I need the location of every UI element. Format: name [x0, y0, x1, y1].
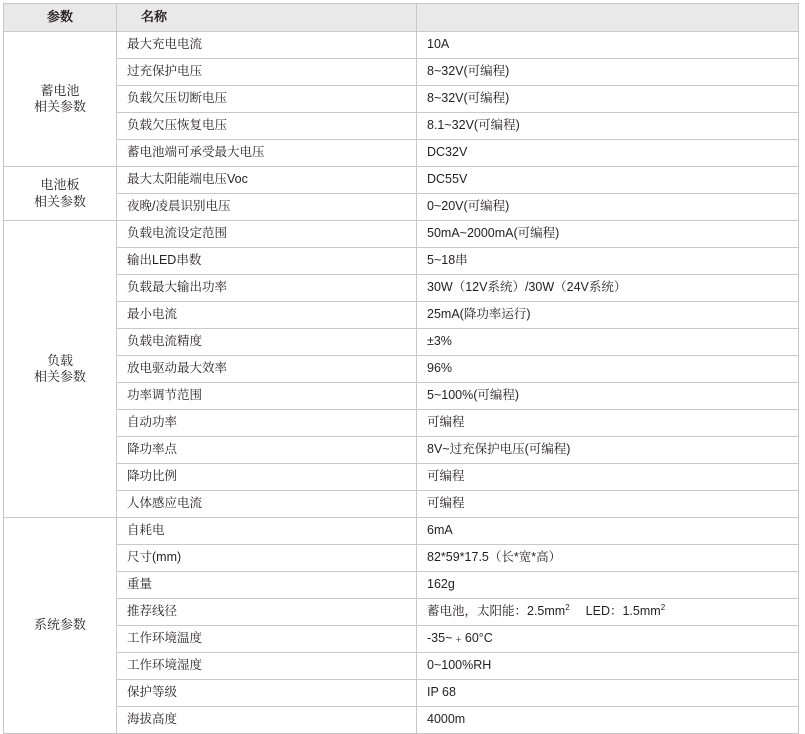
table-row — [4, 464, 799, 491]
row-item-value: -35~﹢60°C — [417, 626, 799, 653]
row-item-value: 25mA(降功率运行) — [417, 302, 799, 329]
table-row — [4, 410, 799, 437]
row-item-name: 海拔高度 — [117, 707, 417, 734]
row-item-name: 工作环境温度 — [117, 626, 417, 653]
table-row — [4, 302, 799, 329]
row-item-name: 自动功率 — [117, 410, 417, 437]
column-header-parameter: 参数 — [4, 4, 117, 32]
table-row — [4, 329, 799, 356]
row-item-name: 推荐线径 — [117, 599, 417, 626]
row-item-value: ±3% — [417, 329, 799, 356]
group-label-line: 蓄电池 — [40, 82, 80, 98]
row-item-name: 降功比例 — [117, 464, 417, 491]
row-item-value: 162g — [417, 572, 799, 599]
column-header-name: 名称 — [117, 4, 417, 32]
row-item-value: DC32V — [417, 140, 799, 167]
row-item-name: 最大充电电流 — [117, 32, 417, 59]
group-label-line: 相关参数 — [33, 193, 86, 209]
table-row — [4, 86, 799, 113]
row-item-name: 负载欠压切断电压 — [117, 86, 417, 113]
table-row — [4, 653, 799, 680]
row-item-name: 蓄电池端可承受最大电压 — [117, 140, 417, 167]
row-item-name: 人体感应电流 — [117, 491, 417, 518]
row-item-value: 0~20V(可编程) — [417, 194, 799, 221]
row-item-name: 最小电流 — [117, 302, 417, 329]
row-item-value: 8V~过充保护电压(可编程) — [417, 437, 799, 464]
row-item-value: 10A — [417, 32, 799, 59]
header-row — [4, 4, 799, 32]
row-item-value: 8.1~32V(可编程) — [417, 113, 799, 140]
table-row — [4, 545, 799, 572]
table-body — [4, 32, 799, 734]
row-item-name: 重量 — [117, 572, 417, 599]
group-label — [4, 518, 117, 734]
row-item-value: 6mA — [417, 518, 799, 545]
row-item-name: 负载电流精度 — [117, 329, 417, 356]
table-header — [4, 4, 799, 32]
row-item-name: 放电驱动最大效率 — [117, 356, 417, 383]
row-item-value: 82*59*17.5（长*宽*高） — [417, 545, 799, 572]
row-item-name: 自耗电 — [117, 518, 417, 545]
table-row — [4, 491, 799, 518]
table-row — [4, 248, 799, 275]
row-item-value: 8~32V(可编程) — [417, 59, 799, 86]
row-item-value: 8~32V(可编程) — [417, 86, 799, 113]
table-row — [4, 275, 799, 302]
row-item-value: 30W（12V系统）/30W（24V系统） — [417, 275, 799, 302]
column-header-value — [417, 4, 799, 32]
specification-table — [3, 3, 799, 734]
table-row — [4, 221, 799, 248]
group-label-line: 相关参数 — [33, 369, 86, 384]
row-item-name: 最大太阳能端电压Voc — [117, 167, 417, 194]
row-item-name: 负载欠压恢复电压 — [117, 113, 417, 140]
table-row — [4, 32, 799, 59]
row-item-name: 负载最大输出功率 — [117, 275, 417, 302]
table-row — [4, 356, 799, 383]
table-row — [4, 599, 799, 626]
row-item-value: IP 68 — [417, 680, 799, 707]
table-row — [4, 437, 799, 464]
table-row — [4, 167, 799, 194]
group-label-line: 电池板 — [40, 177, 80, 193]
group-label-line: 负载 — [46, 352, 73, 368]
row-item-value: 可编程 — [417, 410, 799, 437]
row-item-name: 过充保护电压 — [117, 59, 417, 86]
row-item-value: 5~100%(可编程) — [417, 383, 799, 410]
row-item-name: 夜晚/凌晨识别电压 — [117, 194, 417, 221]
table-row — [4, 626, 799, 653]
row-item-name: 负载电流设定范围 — [117, 221, 417, 248]
table-row — [4, 140, 799, 167]
group-label-line: 相关参数 — [33, 99, 86, 114]
row-item-name: 功率调节范围 — [117, 383, 417, 410]
row-item-value: 可编程 — [417, 491, 799, 518]
row-item-name: 工作环境湿度 — [117, 653, 417, 680]
row-item-value: DC55V — [417, 167, 799, 194]
group-label — [4, 221, 117, 518]
row-item-name: 降功率点 — [117, 437, 417, 464]
row-item-value: 50mA~2000mA(可编程) — [417, 221, 799, 248]
table-row — [4, 383, 799, 410]
table-row — [4, 113, 799, 140]
row-item-value: 96% — [417, 356, 799, 383]
table-row — [4, 707, 799, 734]
table-row — [4, 194, 799, 221]
spec-sheet-page — [0, 3, 805, 727]
row-item-value: 0~100%RH — [417, 653, 799, 680]
group-label — [4, 167, 117, 221]
table-row — [4, 518, 799, 545]
group-label-line: 系统参数 — [33, 617, 86, 633]
row-item-value: 4000m — [417, 707, 799, 734]
table-row — [4, 572, 799, 599]
row-item-value: 可编程 — [417, 464, 799, 491]
row-item-name: 保护等级 — [117, 680, 417, 707]
row-item-value: 5~18串 — [417, 248, 799, 275]
table-row — [4, 59, 799, 86]
row-item-name: 输出LED串数 — [117, 248, 417, 275]
row-item-value: 蓄电池，太阳能：$2.5mm^2$ LED：$1.5mm^2$ — [417, 599, 799, 626]
group-label — [4, 32, 117, 167]
table-row — [4, 680, 799, 707]
row-item-name: 尺寸(mm) — [117, 545, 417, 572]
